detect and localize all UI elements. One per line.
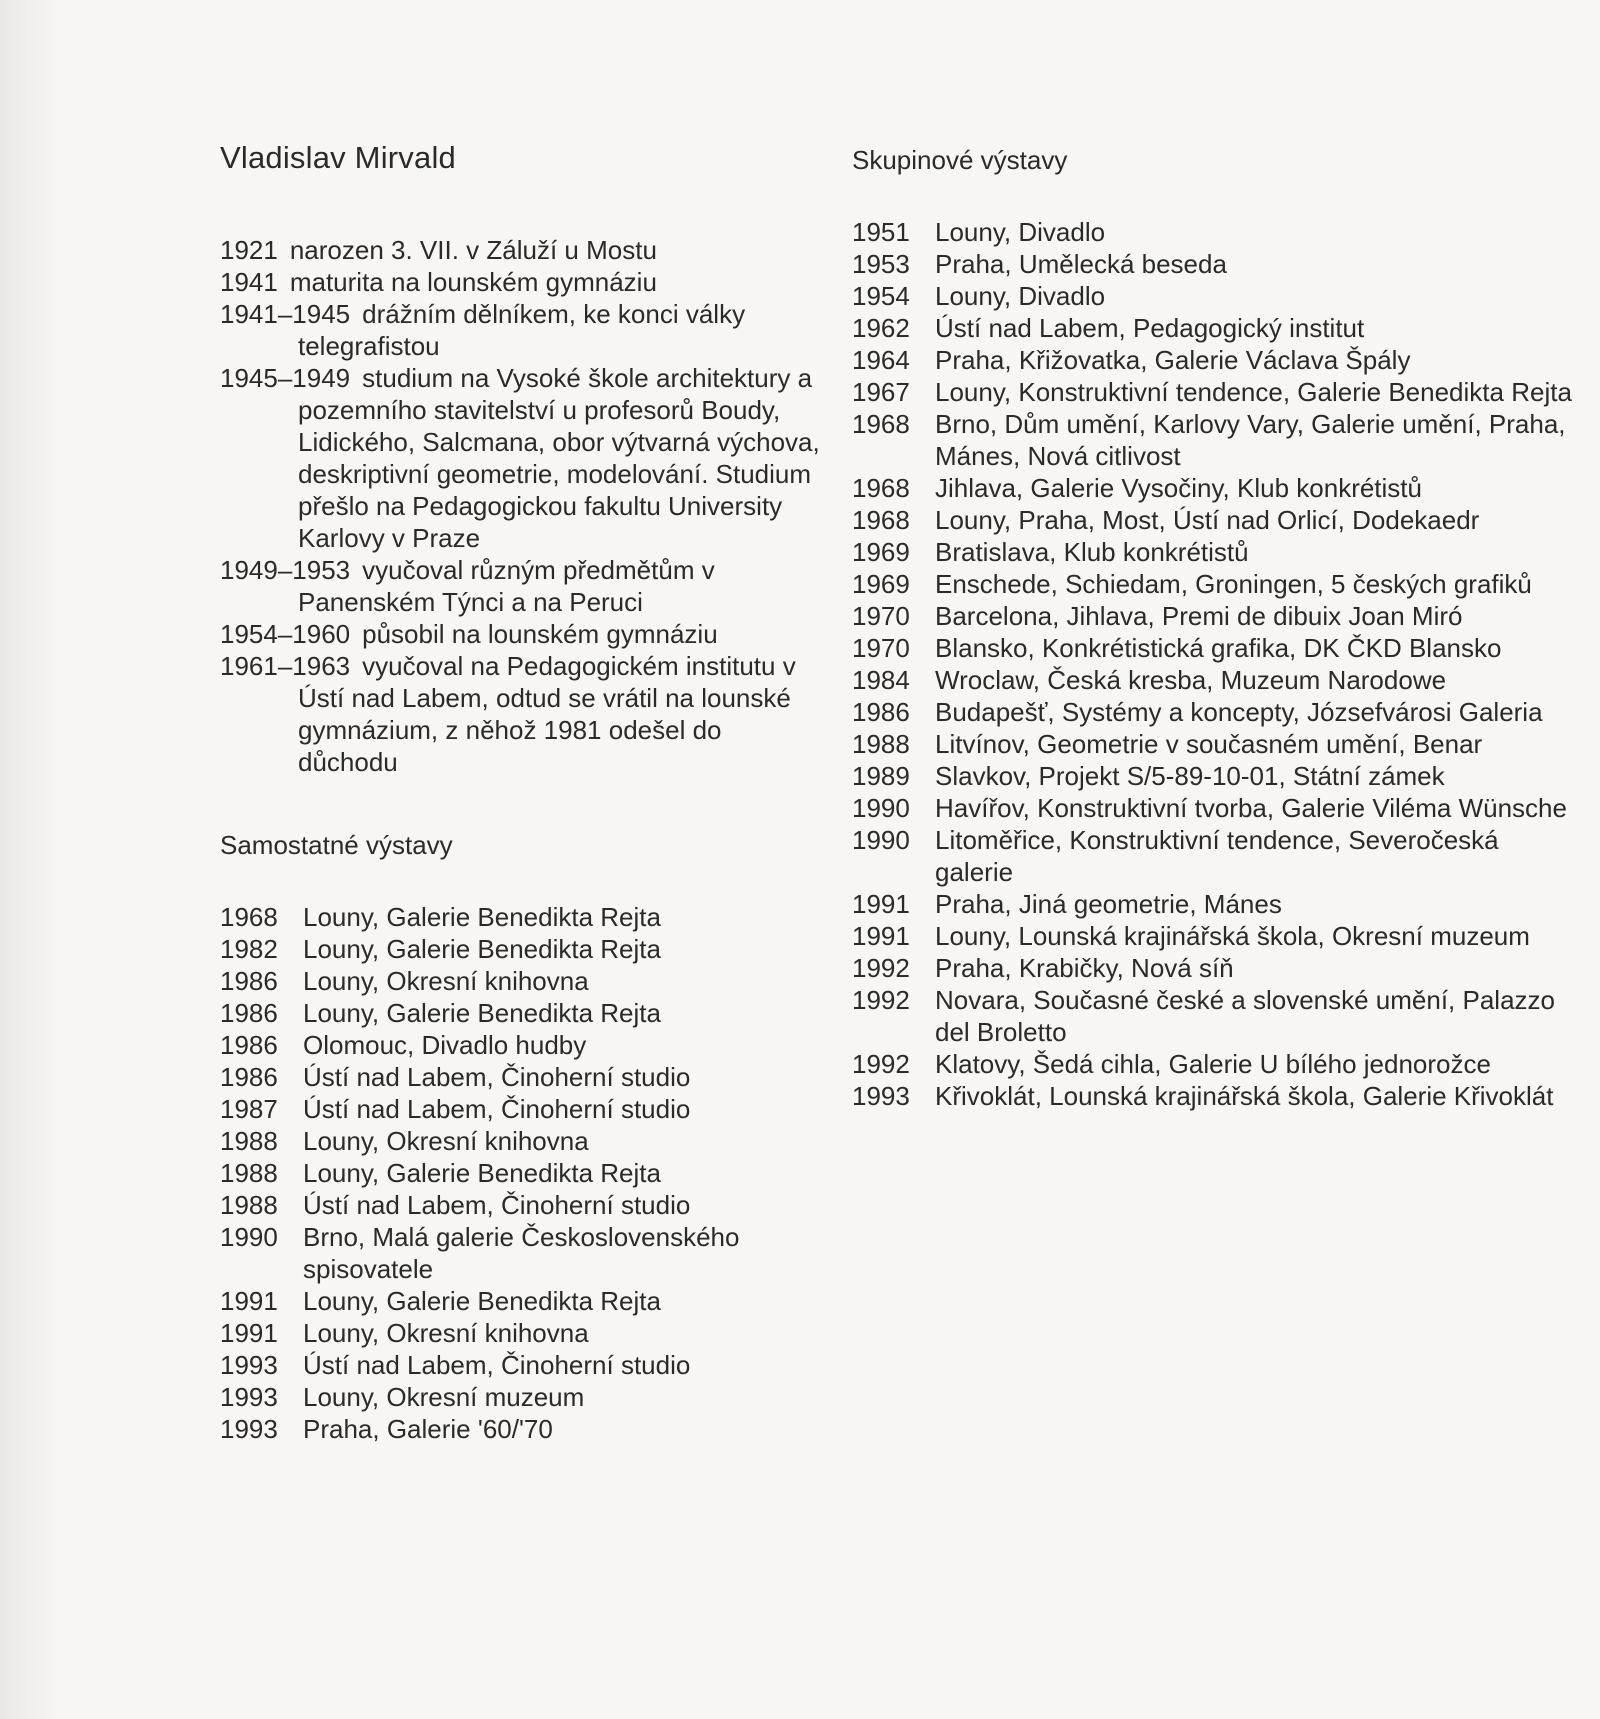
entry-text: vyučoval různým předmětům v Panenském Týnci a na Peruci [298, 555, 715, 617]
entry-text: Ústí nad Labem, Činoherní studio [303, 1094, 691, 1124]
solo-exhibition-entry [220, 1349, 820, 1381]
entry-text: Ústí nad Labem, Pedagogický institut [935, 313, 1365, 343]
entry-year: 1949–1953 [220, 555, 351, 585]
entry-text: Budapešť, Systémy a koncepty, Józsefvárosi Galeria [935, 697, 1543, 727]
entry-text: Blansko, Konkrétistická grafika, DK ČKD Blansko [935, 633, 1502, 663]
entry-year: 1986 [220, 1030, 278, 1060]
entry-year: 1990 [852, 793, 910, 823]
group-exhibition-entry [852, 408, 1572, 472]
entry-year: 1970 [852, 633, 910, 663]
group-exhibition-entry [852, 216, 1572, 248]
entry-text: Praha, Krabičky, Nová síň [935, 953, 1234, 983]
entry-text: Havířov, Konstruktivní tvorba, Galerie Viléma Wünsche [935, 793, 1567, 823]
group-exhibition-entry [852, 280, 1572, 312]
entry-text: Louny, Okresní knihovna [303, 966, 589, 996]
author-name: Vladislav Mirvald [220, 140, 456, 175]
entry-year: 1989 [852, 761, 910, 791]
solo-exhibition-entry [220, 1157, 820, 1189]
group-exhibition-entry [852, 792, 1572, 824]
group-exhibitions-list [852, 216, 1572, 1112]
entry-text: Klatovy, Šedá cihla, Galerie U bílého jednorožce [935, 1049, 1491, 1079]
entry-text: Praha, Umělecká beseda [935, 249, 1227, 279]
entry-year: 1992 [852, 1049, 910, 1079]
entry-year: 1954 [852, 281, 910, 311]
solo-exhibition-entry [220, 965, 820, 997]
entry-year: 1986 [220, 966, 278, 996]
solo-exhibition-entry [220, 1093, 820, 1125]
group-exhibition-entry [852, 632, 1572, 664]
entry-year: 1991 [220, 1286, 278, 1316]
entry-text: Louny, Okresní muzeum [303, 1382, 585, 1412]
entry-text: Jihlava, Galerie Vysočiny, Klub konkrétistů [935, 473, 1422, 503]
solo-exhibition-entry [220, 1029, 820, 1061]
entry-text: Litoměřice, Konstruktivní tendence, Severočeská galerie [935, 825, 1499, 887]
group-exhibition-entry [852, 696, 1572, 728]
entry-year: 1993 [220, 1414, 278, 1444]
entry-year: 1988 [220, 1126, 278, 1156]
entry-text: Louny, Divadlo [935, 281, 1106, 311]
entry-year: 1968 [220, 902, 278, 932]
biography-entry [220, 362, 820, 554]
entry-text: vyučoval na Pedagogickém institutu v Ústí nad Labem, odtud se vrátil na lounské gymnázium, z něhož 1981 odešel do důchodu [298, 651, 796, 777]
entry-text: Louny, Okresní knihovna [303, 1318, 589, 1348]
entry-year: 1961–1963 [220, 651, 351, 681]
solo-exhibition-entry [220, 1189, 820, 1221]
entry-text: studium na Vysoké škole architektury a pozemního stavitelství u profesorů Boudy, Lidického, Salcmana, obor výtvarná výchova, deskriptivní geometrie, modelování. Studium přešlo na Pedagogickou fakultu University Karlovy v Praze [298, 363, 820, 553]
biography-list [220, 234, 820, 778]
group-exhibition-entry [852, 504, 1572, 536]
entry-year: 1953 [852, 249, 910, 279]
biography-entry [220, 650, 820, 778]
group-exhibition-entry [852, 888, 1572, 920]
entry-text: Novara, Současné české a slovenské umění, Palazzo del Broletto [935, 985, 1556, 1047]
left-column [220, 140, 820, 1445]
entry-text: Křivoklát, Lounská krajinářská škola, Galerie Křivoklát [935, 1081, 1554, 1111]
entry-text: Louny, Okresní knihovna [303, 1126, 589, 1156]
entry-year: 1941–1945 [220, 299, 351, 329]
entry-year: 1967 [852, 377, 910, 407]
entry-year: 1991 [852, 889, 910, 919]
entry-year: 1962 [852, 313, 910, 343]
group-exhibition-entry [852, 984, 1572, 1048]
entry-year: 1984 [852, 665, 910, 695]
solo-exhibition-entry [220, 1061, 820, 1093]
group-exhibition-entry [852, 1080, 1572, 1112]
entry-year: 1988 [220, 1158, 278, 1188]
entry-text: Praha, Jiná geometrie, Mánes [935, 889, 1282, 919]
entry-text: působil na lounském gymnáziu [362, 619, 718, 649]
entry-year: 1970 [852, 601, 910, 631]
solo-exhibitions-heading: Samostatné výstavy [220, 830, 453, 860]
entry-year: 1968 [852, 409, 910, 439]
solo-exhibitions-list [220, 901, 820, 1445]
entry-year: 1921 [220, 235, 278, 265]
entry-year: 1964 [852, 345, 910, 375]
solo-exhibition-entry [220, 1125, 820, 1157]
entry-year: 1993 [220, 1382, 278, 1412]
group-exhibition-entry [852, 760, 1572, 792]
entry-year: 1986 [220, 1062, 278, 1092]
group-exhibition-entry [852, 376, 1572, 408]
group-exhibition-entry [852, 728, 1572, 760]
entry-year: 1951 [852, 217, 910, 247]
group-exhibitions-heading: Skupinové výstavy [852, 145, 1068, 175]
solo-exhibition-entry [220, 933, 820, 965]
entry-text: Louny, Praha, Most, Ústí nad Orlicí, Dodekaedr [935, 505, 1480, 535]
entry-text: Praha, Galerie '60/'70 [303, 1414, 553, 1444]
group-exhibition-entry [852, 536, 1572, 568]
entry-text: Louny, Galerie Benedikta Rejta [303, 902, 661, 932]
entry-text: Louny, Galerie Benedikta Rejta [303, 998, 661, 1028]
solo-exhibition-entry [220, 1317, 820, 1349]
entry-text: Wroclaw, Česká kresba, Muzeum Narodowe [935, 665, 1447, 695]
entry-year: 1993 [852, 1081, 910, 1111]
entry-year: 1988 [852, 729, 910, 759]
entry-text: Louny, Galerie Benedikta Rejta [303, 934, 661, 964]
group-exhibition-entry [852, 920, 1572, 952]
entry-year: 1969 [852, 569, 910, 599]
group-exhibition-entry [852, 344, 1572, 376]
group-exhibition-entry [852, 664, 1572, 696]
solo-exhibition-entry [220, 901, 820, 933]
group-exhibition-entry [852, 568, 1572, 600]
entry-year: 1968 [852, 505, 910, 535]
biography-entry [220, 618, 820, 650]
entry-text: narozen 3. VII. v Záluží u Mostu [289, 235, 657, 265]
entry-year: 1982 [220, 934, 278, 964]
entry-year: 1992 [852, 953, 910, 983]
entry-year: 1993 [220, 1350, 278, 1380]
entry-year: 1990 [220, 1222, 278, 1252]
solo-exhibition-entry [220, 1285, 820, 1317]
entry-text: Praha, Křižovatka, Galerie Václava Špály [935, 345, 1411, 375]
entry-text: Ústí nad Labem, Činoherní studio [303, 1350, 691, 1380]
entry-text: Litvínov, Geometrie v současném umění, Benar [935, 729, 1483, 759]
group-exhibition-entry [852, 952, 1572, 984]
entry-text: Barcelona, Jihlava, Premi de dibuix Joan Miró [935, 601, 1463, 631]
group-exhibition-entry [852, 472, 1572, 504]
solo-exhibition-entry [220, 1413, 820, 1445]
entry-text: maturita na lounském gymnáziu [289, 267, 657, 297]
entry-text: Bratislava, Klub konkrétistů [935, 537, 1249, 567]
right-column [852, 145, 1572, 1112]
entry-text: Ústí nad Labem, Činoherní studio [303, 1062, 691, 1092]
entry-text: Slavkov, Projekt S/5-89-10-01, Státní zámek [935, 761, 1445, 791]
biography-entry [220, 298, 820, 362]
solo-exhibition-entry [220, 997, 820, 1029]
entry-text: Ústí nad Labem, Činoherní studio [303, 1190, 691, 1220]
entry-year: 1945–1949 [220, 363, 351, 393]
entry-text: drážním dělníkem, ke konci války telegrafistou [298, 299, 746, 361]
entry-text: Louny, Galerie Benedikta Rejta [303, 1158, 661, 1188]
entry-text: Louny, Konstruktivní tendence, Galerie Benedikta Rejta [935, 377, 1572, 407]
entry-year: 1991 [852, 921, 910, 951]
entry-year: 1992 [852, 985, 910, 1015]
entry-year: 1986 [852, 697, 910, 727]
group-exhibition-entry [852, 248, 1572, 280]
biography-entry [220, 554, 820, 618]
entry-year: 1986 [220, 998, 278, 1028]
entry-text: Louny, Lounská krajinářská škola, Okresní muzeum [935, 921, 1530, 951]
entry-text: Olomouc, Divadlo hudby [303, 1030, 587, 1060]
entry-text: Brno, Dům umění, Karlovy Vary, Galerie umění, Praha, Mánes, Nová citlivost [935, 409, 1566, 471]
entry-year: 1991 [220, 1318, 278, 1348]
entry-text: Enschede, Schiedam, Groningen, 5 českých grafiků [935, 569, 1532, 599]
solo-exhibition-entry [220, 1221, 820, 1285]
group-exhibition-entry [852, 1048, 1572, 1080]
group-exhibition-entry [852, 824, 1572, 888]
entry-year: 1968 [852, 473, 910, 503]
entry-year: 1987 [220, 1094, 278, 1124]
entry-text: Louny, Divadlo [935, 217, 1106, 247]
entry-text: Louny, Galerie Benedikta Rejta [303, 1286, 661, 1316]
entry-text: Brno, Malá galerie Československého spisovatele [303, 1222, 740, 1284]
entry-year: 1954–1960 [220, 619, 351, 649]
entry-year: 1990 [852, 825, 910, 855]
biography-entry [220, 234, 820, 266]
group-exhibition-entry [852, 312, 1572, 344]
solo-exhibition-entry [220, 1381, 820, 1413]
group-exhibition-entry [852, 600, 1572, 632]
biography-entry [220, 266, 820, 298]
entry-year: 1941 [220, 267, 278, 297]
entry-year: 1969 [852, 537, 910, 567]
entry-year: 1988 [220, 1190, 278, 1220]
